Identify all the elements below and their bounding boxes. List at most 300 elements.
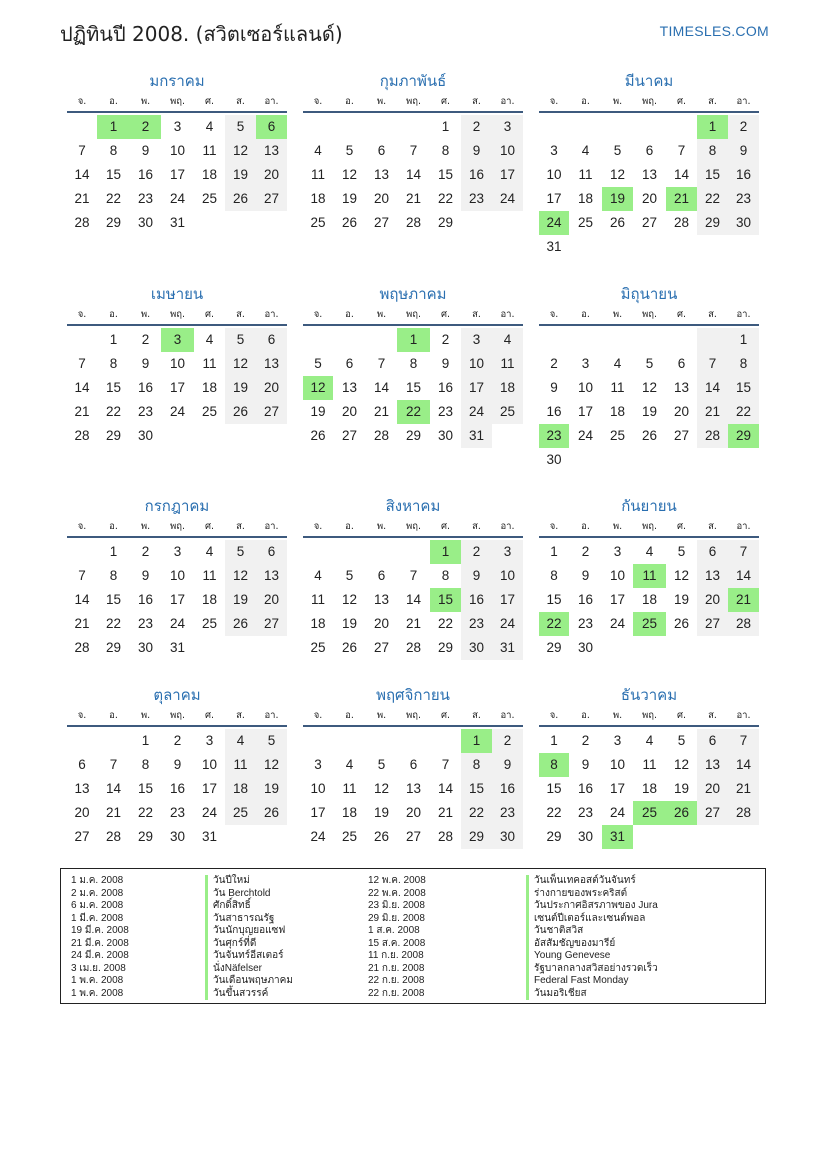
day-cell[interactable]: 30 — [137, 640, 154, 655]
day-cell[interactable]: 10 — [577, 380, 594, 395]
day-cell[interactable]: 19 — [225, 376, 256, 400]
day-cell[interactable]: 28 — [673, 215, 690, 230]
day-cell[interactable]: 18 — [641, 781, 658, 796]
day-cell[interactable]: 30 — [437, 428, 454, 443]
day-cell[interactable]: 29 — [546, 829, 562, 844]
day-cell[interactable]: 15 — [105, 380, 122, 395]
day-cell[interactable]: 9 — [461, 139, 492, 163]
day-cell[interactable]: 23 — [437, 404, 454, 419]
day-cell[interactable]: 7 — [409, 568, 418, 583]
day-cell[interactable]: 17 — [577, 404, 594, 419]
day-cell[interactable]: 20 — [74, 805, 90, 820]
day-cell[interactable]: 3 — [581, 356, 590, 371]
day-cell[interactable]: 4 — [613, 356, 622, 371]
day-cell[interactable]: 6 — [697, 729, 728, 753]
day-cell[interactable]: 13 — [373, 167, 390, 182]
day-cell[interactable]: 12 — [225, 139, 256, 163]
day-cell[interactable]: 1 — [697, 115, 728, 139]
day-cell[interactable]: 6 — [256, 540, 287, 564]
day-cell[interactable]: 4 — [314, 143, 322, 158]
day-cell[interactable]: 25 — [225, 801, 256, 825]
day-cell[interactable]: 5 — [314, 356, 322, 371]
day-cell[interactable]: 12 — [609, 167, 626, 182]
day-cell[interactable]: 7 — [677, 143, 686, 158]
day-cell[interactable]: 29 — [437, 640, 454, 655]
day-cell[interactable]: 20 — [256, 588, 287, 612]
day-cell[interactable]: 9 — [141, 143, 150, 158]
day-cell[interactable]: 21 — [105, 805, 122, 820]
day-cell[interactable]: 29 — [461, 825, 492, 849]
day-cell[interactable]: 12 — [341, 592, 358, 607]
day-cell[interactable]: 24 — [539, 211, 569, 235]
day-cell[interactable]: 14 — [74, 592, 90, 607]
day-cell[interactable]: 14 — [728, 753, 759, 777]
day-cell[interactable]: 25 — [310, 215, 326, 230]
day-cell[interactable]: 13 — [405, 781, 422, 796]
day-cell[interactable]: 9 — [173, 757, 182, 772]
day-cell[interactable]: 17 — [609, 592, 626, 607]
day-cell[interactable]: 28 — [728, 801, 759, 825]
day-cell[interactable]: 5 — [377, 757, 386, 772]
day-cell[interactable]: 15 — [546, 781, 562, 796]
day-cell[interactable]: 4 — [205, 119, 214, 134]
day-cell[interactable]: 10 — [169, 568, 186, 583]
day-cell[interactable]: 18 — [577, 191, 594, 206]
day-cell[interactable]: 11 — [225, 753, 256, 777]
day-cell[interactable]: 1 — [97, 115, 130, 139]
day-cell[interactable]: 25 — [577, 215, 594, 230]
day-cell[interactable]: 20 — [405, 805, 422, 820]
day-cell[interactable]: 23 — [169, 805, 186, 820]
day-cell[interactable]: 25 — [310, 640, 326, 655]
day-cell[interactable]: 30 — [137, 428, 154, 443]
day-cell[interactable]: 7 — [78, 356, 86, 371]
day-cell[interactable]: 19 — [341, 191, 358, 206]
day-cell[interactable]: 29 — [105, 428, 122, 443]
day-cell[interactable]: 27 — [641, 215, 658, 230]
day-cell[interactable]: 22 — [437, 191, 454, 206]
day-cell[interactable]: 31 — [492, 636, 523, 660]
day-cell[interactable]: 17 — [310, 805, 326, 820]
day-cell[interactable]: 30 — [137, 215, 154, 230]
day-cell[interactable]: 21 — [74, 616, 90, 631]
day-cell[interactable]: 24 — [609, 616, 626, 631]
day-cell[interactable]: 6 — [256, 115, 287, 139]
day-cell[interactable]: 21 — [666, 187, 697, 211]
day-cell[interactable]: 13 — [256, 564, 287, 588]
day-cell[interactable]: 22 — [437, 616, 454, 631]
day-cell[interactable]: 26 — [373, 829, 390, 844]
day-cell[interactable]: 20 — [697, 777, 728, 801]
day-cell[interactable]: 31 — [546, 239, 562, 254]
day-cell[interactable]: 29 — [137, 829, 154, 844]
day-cell[interactable]: 20 — [341, 404, 358, 419]
day-cell[interactable]: 20 — [641, 191, 658, 206]
day-cell[interactable]: 14 — [74, 167, 90, 182]
day-cell[interactable]: 22 — [697, 187, 728, 211]
day-cell[interactable]: 7 — [409, 143, 418, 158]
day-cell[interactable]: 9 — [492, 753, 523, 777]
day-cell[interactable]: 16 — [137, 592, 154, 607]
day-cell[interactable]: 9 — [728, 139, 759, 163]
day-cell[interactable]: 16 — [546, 404, 562, 419]
day-cell[interactable]: 5 — [225, 115, 256, 139]
day-cell[interactable]: 12 — [373, 781, 390, 796]
day-cell[interactable]: 21 — [405, 191, 422, 206]
day-cell[interactable]: 26 — [641, 428, 658, 443]
day-cell[interactable]: 21 — [373, 404, 390, 419]
day-cell[interactable]: 18 — [341, 805, 358, 820]
day-cell[interactable]: 18 — [225, 777, 256, 801]
day-cell[interactable]: 11 — [633, 564, 666, 588]
day-cell[interactable]: 24 — [169, 191, 186, 206]
day-cell[interactable]: 24 — [609, 805, 626, 820]
day-cell[interactable]: 11 — [202, 356, 217, 371]
day-cell[interactable]: 9 — [550, 380, 558, 395]
day-cell[interactable]: 3 — [550, 143, 558, 158]
day-cell[interactable]: 13 — [74, 781, 90, 796]
day-cell[interactable]: 8 — [461, 753, 492, 777]
day-cell[interactable]: 16 — [461, 588, 492, 612]
day-cell[interactable]: 5 — [225, 328, 256, 352]
day-cell[interactable]: 3 — [173, 544, 182, 559]
day-cell[interactable]: 5 — [345, 568, 354, 583]
day-cell[interactable]: 16 — [492, 777, 523, 801]
day-cell[interactable]: 27 — [256, 400, 287, 424]
day-cell[interactable]: 4 — [225, 729, 256, 753]
day-cell[interactable]: 26 — [225, 187, 256, 211]
day-cell[interactable]: 10 — [169, 356, 186, 371]
day-cell[interactable]: 1 — [550, 544, 558, 559]
day-cell[interactable]: 24 — [461, 400, 492, 424]
day-cell[interactable]: 13 — [341, 380, 358, 395]
day-cell[interactable]: 17 — [546, 191, 562, 206]
day-cell[interactable]: 19 — [373, 805, 390, 820]
day-cell[interactable]: 8 — [109, 356, 118, 371]
day-cell[interactable]: 6 — [645, 143, 654, 158]
day-cell[interactable]: 15 — [430, 588, 461, 612]
day-cell[interactable]: 17 — [201, 781, 218, 796]
day-cell[interactable]: 26 — [225, 400, 256, 424]
day-cell[interactable]: 3 — [314, 757, 322, 772]
day-cell[interactable]: 9 — [581, 568, 590, 583]
day-cell[interactable]: 17 — [169, 167, 186, 182]
day-cell[interactable]: 12 — [673, 568, 690, 583]
day-cell[interactable]: 15 — [546, 592, 562, 607]
day-cell[interactable]: 11 — [310, 167, 325, 182]
day-cell[interactable]: 8 — [109, 568, 118, 583]
day-cell[interactable]: 12 — [673, 757, 690, 772]
day-cell[interactable]: 13 — [256, 139, 287, 163]
day-cell[interactable]: 23 — [461, 612, 492, 636]
day-cell[interactable]: 21 — [728, 777, 759, 801]
day-cell[interactable]: 7 — [78, 568, 86, 583]
day-cell[interactable]: 25 — [201, 404, 218, 419]
day-cell[interactable]: 7 — [728, 729, 759, 753]
day-cell[interactable]: 19 — [673, 781, 690, 796]
day-cell[interactable]: 2 — [130, 115, 161, 139]
day-cell[interactable]: 17 — [609, 781, 626, 796]
day-cell[interactable]: 4 — [645, 733, 654, 748]
day-cell[interactable]: 2 — [461, 115, 492, 139]
day-cell[interactable]: 27 — [405, 829, 422, 844]
day-cell[interactable]: 10 — [492, 564, 523, 588]
day-cell[interactable]: 2 — [461, 540, 492, 564]
day-cell[interactable]: 17 — [492, 588, 523, 612]
day-cell[interactable]: 8 — [141, 757, 150, 772]
day-cell[interactable]: 20 — [256, 376, 287, 400]
day-cell[interactable]: 18 — [201, 592, 218, 607]
day-cell[interactable]: 7 — [109, 757, 118, 772]
day-cell[interactable]: 19 — [225, 163, 256, 187]
day-cell[interactable]: 4 — [205, 332, 214, 347]
day-cell[interactable]: 28 — [437, 829, 454, 844]
day-cell[interactable]: 20 — [256, 163, 287, 187]
day-cell[interactable]: 4 — [314, 568, 322, 583]
day-cell[interactable]: 8 — [697, 139, 728, 163]
day-cell[interactable]: 7 — [441, 757, 450, 772]
day-cell[interactable]: 12 — [303, 376, 333, 400]
day-cell[interactable]: 22 — [397, 400, 430, 424]
day-cell[interactable]: 9 — [461, 564, 492, 588]
day-cell[interactable]: 12 — [341, 167, 358, 182]
day-cell[interactable]: 13 — [697, 753, 728, 777]
day-cell[interactable]: 17 — [461, 376, 492, 400]
day-cell[interactable]: 31 — [169, 640, 186, 655]
day-cell[interactable]: 5 — [677, 733, 686, 748]
day-cell[interactable]: 6 — [78, 757, 86, 772]
day-cell[interactable]: 31 — [461, 424, 492, 448]
day-cell[interactable]: 7 — [78, 143, 86, 158]
day-cell[interactable]: 19 — [641, 404, 658, 419]
day-cell[interactable]: 12 — [225, 352, 256, 376]
day-cell[interactable]: 15 — [697, 163, 728, 187]
day-cell[interactable]: 10 — [609, 757, 626, 772]
day-cell[interactable]: 27 — [373, 640, 390, 655]
day-cell[interactable]: 1 — [550, 733, 558, 748]
day-cell[interactable]: 27 — [74, 829, 90, 844]
day-cell[interactable]: 26 — [341, 215, 358, 230]
day-cell[interactable]: 12 — [225, 564, 256, 588]
day-cell[interactable]: 15 — [405, 380, 422, 395]
day-cell[interactable]: 28 — [105, 829, 122, 844]
day-cell[interactable]: 3 — [461, 328, 492, 352]
day-cell[interactable]: 30 — [492, 825, 523, 849]
day-cell[interactable]: 18 — [310, 616, 326, 631]
day-cell[interactable]: 11 — [310, 592, 325, 607]
day-cell[interactable]: 23 — [492, 801, 523, 825]
day-cell[interactable]: 24 — [492, 187, 523, 211]
day-cell[interactable]: 25 — [201, 616, 218, 631]
day-cell[interactable]: 7 — [728, 540, 759, 564]
day-cell[interactable]: 28 — [728, 612, 759, 636]
day-cell[interactable]: 11 — [202, 568, 217, 583]
day-cell[interactable]: 3 — [492, 115, 523, 139]
day-cell[interactable]: 28 — [74, 640, 90, 655]
day-cell[interactable]: 8 — [539, 753, 569, 777]
day-cell[interactable]: 23 — [137, 616, 154, 631]
day-cell[interactable]: 26 — [310, 428, 326, 443]
day-cell[interactable]: 1 — [109, 332, 118, 347]
day-cell[interactable]: 6 — [377, 568, 386, 583]
day-cell[interactable]: 6 — [697, 540, 728, 564]
day-cell[interactable]: 23 — [728, 187, 759, 211]
day-cell[interactable]: 10 — [492, 139, 523, 163]
day-cell[interactable]: 29 — [105, 640, 122, 655]
day-cell[interactable]: 29 — [105, 215, 122, 230]
day-cell[interactable]: 13 — [673, 380, 690, 395]
day-cell[interactable]: 18 — [492, 376, 523, 400]
day-cell[interactable]: 26 — [666, 801, 697, 825]
day-cell[interactable]: 25 — [201, 191, 218, 206]
day-cell[interactable]: 4 — [205, 544, 214, 559]
day-cell[interactable]: 27 — [697, 801, 728, 825]
day-cell[interactable]: 2 — [141, 332, 150, 347]
day-cell[interactable]: 13 — [256, 352, 287, 376]
day-cell[interactable]: 14 — [373, 380, 390, 395]
day-cell[interactable]: 20 — [673, 404, 690, 419]
day-cell[interactable]: 3 — [205, 733, 214, 748]
day-cell[interactable]: 7 — [697, 352, 728, 376]
day-cell[interactable]: 22 — [105, 616, 122, 631]
day-cell[interactable]: 19 — [602, 187, 633, 211]
day-cell[interactable]: 11 — [610, 380, 625, 395]
day-cell[interactable]: 23 — [137, 404, 154, 419]
day-cell[interactable]: 22 — [461, 801, 492, 825]
day-cell[interactable]: 31 — [602, 825, 633, 849]
day-cell[interactable]: 18 — [201, 380, 218, 395]
day-cell[interactable]: 8 — [441, 143, 450, 158]
day-cell[interactable]: 10 — [310, 781, 326, 796]
day-cell[interactable]: 6 — [409, 757, 418, 772]
day-cell[interactable]: 28 — [697, 424, 728, 448]
day-cell[interactable]: 5 — [677, 544, 686, 559]
day-cell[interactable]: 26 — [341, 640, 358, 655]
day-cell[interactable]: 16 — [137, 167, 154, 182]
day-cell[interactable]: 14 — [405, 592, 422, 607]
day-cell[interactable]: 17 — [492, 163, 523, 187]
day-cell[interactable]: 21 — [405, 616, 422, 631]
day-cell[interactable]: 23 — [577, 616, 594, 631]
day-cell[interactable]: 16 — [137, 380, 154, 395]
day-cell[interactable]: 12 — [256, 753, 287, 777]
day-cell[interactable]: 11 — [578, 167, 593, 182]
day-cell[interactable]: 5 — [225, 540, 256, 564]
day-cell[interactable]: 1 — [141, 733, 150, 748]
day-cell[interactable]: 26 — [225, 612, 256, 636]
day-cell[interactable]: 5 — [345, 143, 354, 158]
day-cell[interactable]: 21 — [74, 404, 90, 419]
day-cell[interactable]: 20 — [373, 616, 390, 631]
day-cell[interactable]: 11 — [342, 781, 357, 796]
day-cell[interactable]: 30 — [728, 211, 759, 235]
day-cell[interactable]: 13 — [641, 167, 658, 182]
day-cell[interactable]: 24 — [492, 612, 523, 636]
day-cell[interactable]: 28 — [405, 215, 422, 230]
day-cell[interactable]: 2 — [728, 115, 759, 139]
day-cell[interactable]: 4 — [345, 757, 354, 772]
day-cell[interactable]: 3 — [613, 544, 622, 559]
day-cell[interactable]: 2 — [141, 544, 150, 559]
day-cell[interactable]: 28 — [74, 428, 90, 443]
day-cell[interactable]: 14 — [697, 376, 728, 400]
day-cell[interactable]: 4 — [492, 328, 523, 352]
day-cell[interactable]: 18 — [641, 592, 658, 607]
day-cell[interactable]: 8 — [441, 568, 450, 583]
day-cell[interactable]: 20 — [697, 588, 728, 612]
day-cell[interactable]: 19 — [673, 592, 690, 607]
day-cell[interactable]: 9 — [141, 568, 150, 583]
day-cell[interactable]: 16 — [577, 592, 594, 607]
day-cell[interactable]: 30 — [577, 640, 594, 655]
day-cell[interactable]: 30 — [461, 636, 492, 660]
day-cell[interactable]: 25 — [633, 612, 666, 636]
day-cell[interactable]: 2 — [581, 544, 590, 559]
day-cell[interactable]: 15 — [137, 781, 154, 796]
day-cell[interactable]: 29 — [405, 428, 422, 443]
day-cell[interactable]: 16 — [169, 781, 186, 796]
day-cell[interactable]: 15 — [461, 777, 492, 801]
day-cell[interactable]: 21 — [697, 400, 728, 424]
day-cell[interactable]: 27 — [697, 612, 728, 636]
day-cell[interactable]: 10 — [546, 167, 562, 182]
day-cell[interactable]: 1 — [461, 729, 492, 753]
day-cell[interactable]: 23 — [539, 424, 569, 448]
day-cell[interactable]: 31 — [201, 829, 218, 844]
day-cell[interactable]: 1 — [109, 544, 118, 559]
day-cell[interactable]: 9 — [141, 356, 150, 371]
day-cell[interactable]: 14 — [437, 781, 454, 796]
day-cell[interactable]: 6 — [677, 356, 686, 371]
day-cell[interactable]: 10 — [201, 757, 218, 772]
day-cell[interactable]: 27 — [256, 187, 287, 211]
day-cell[interactable]: 26 — [673, 616, 690, 631]
day-cell[interactable]: 28 — [373, 428, 390, 443]
day-cell[interactable]: 25 — [341, 829, 358, 844]
day-cell[interactable]: 2 — [550, 356, 558, 371]
day-cell[interactable]: 18 — [310, 191, 326, 206]
day-cell[interactable]: 8 — [728, 352, 759, 376]
day-cell[interactable]: 19 — [225, 588, 256, 612]
site-brand-link[interactable]: TIMESLES.COM — [659, 23, 769, 39]
day-cell[interactable]: 28 — [74, 215, 90, 230]
day-cell[interactable]: 27 — [341, 428, 358, 443]
day-cell[interactable]: 1 — [430, 540, 461, 564]
day-cell[interactable]: 16 — [461, 163, 492, 187]
day-cell[interactable]: 14 — [405, 167, 422, 182]
day-cell[interactable]: 14 — [673, 167, 690, 182]
day-cell[interactable]: 9 — [441, 356, 450, 371]
day-cell[interactable]: 23 — [461, 187, 492, 211]
day-cell[interactable]: 29 — [728, 424, 759, 448]
day-cell[interactable]: 16 — [728, 163, 759, 187]
day-cell[interactable]: 26 — [256, 801, 287, 825]
day-cell[interactable]: 12 — [641, 380, 658, 395]
day-cell[interactable]: 3 — [173, 119, 182, 134]
day-cell[interactable]: 6 — [256, 328, 287, 352]
day-cell[interactable]: 16 — [577, 781, 594, 796]
day-cell[interactable]: 10 — [169, 143, 186, 158]
day-cell[interactable]: 14 — [74, 380, 90, 395]
day-cell[interactable]: 8 — [409, 356, 418, 371]
day-cell[interactable]: 4 — [645, 544, 654, 559]
day-cell[interactable]: 3 — [613, 733, 622, 748]
day-cell[interactable]: 23 — [577, 805, 594, 820]
day-cell[interactable]: 17 — [169, 592, 186, 607]
day-cell[interactable]: 3 — [492, 540, 523, 564]
day-cell[interactable]: 22 — [728, 400, 759, 424]
day-cell[interactable]: 24 — [201, 805, 218, 820]
